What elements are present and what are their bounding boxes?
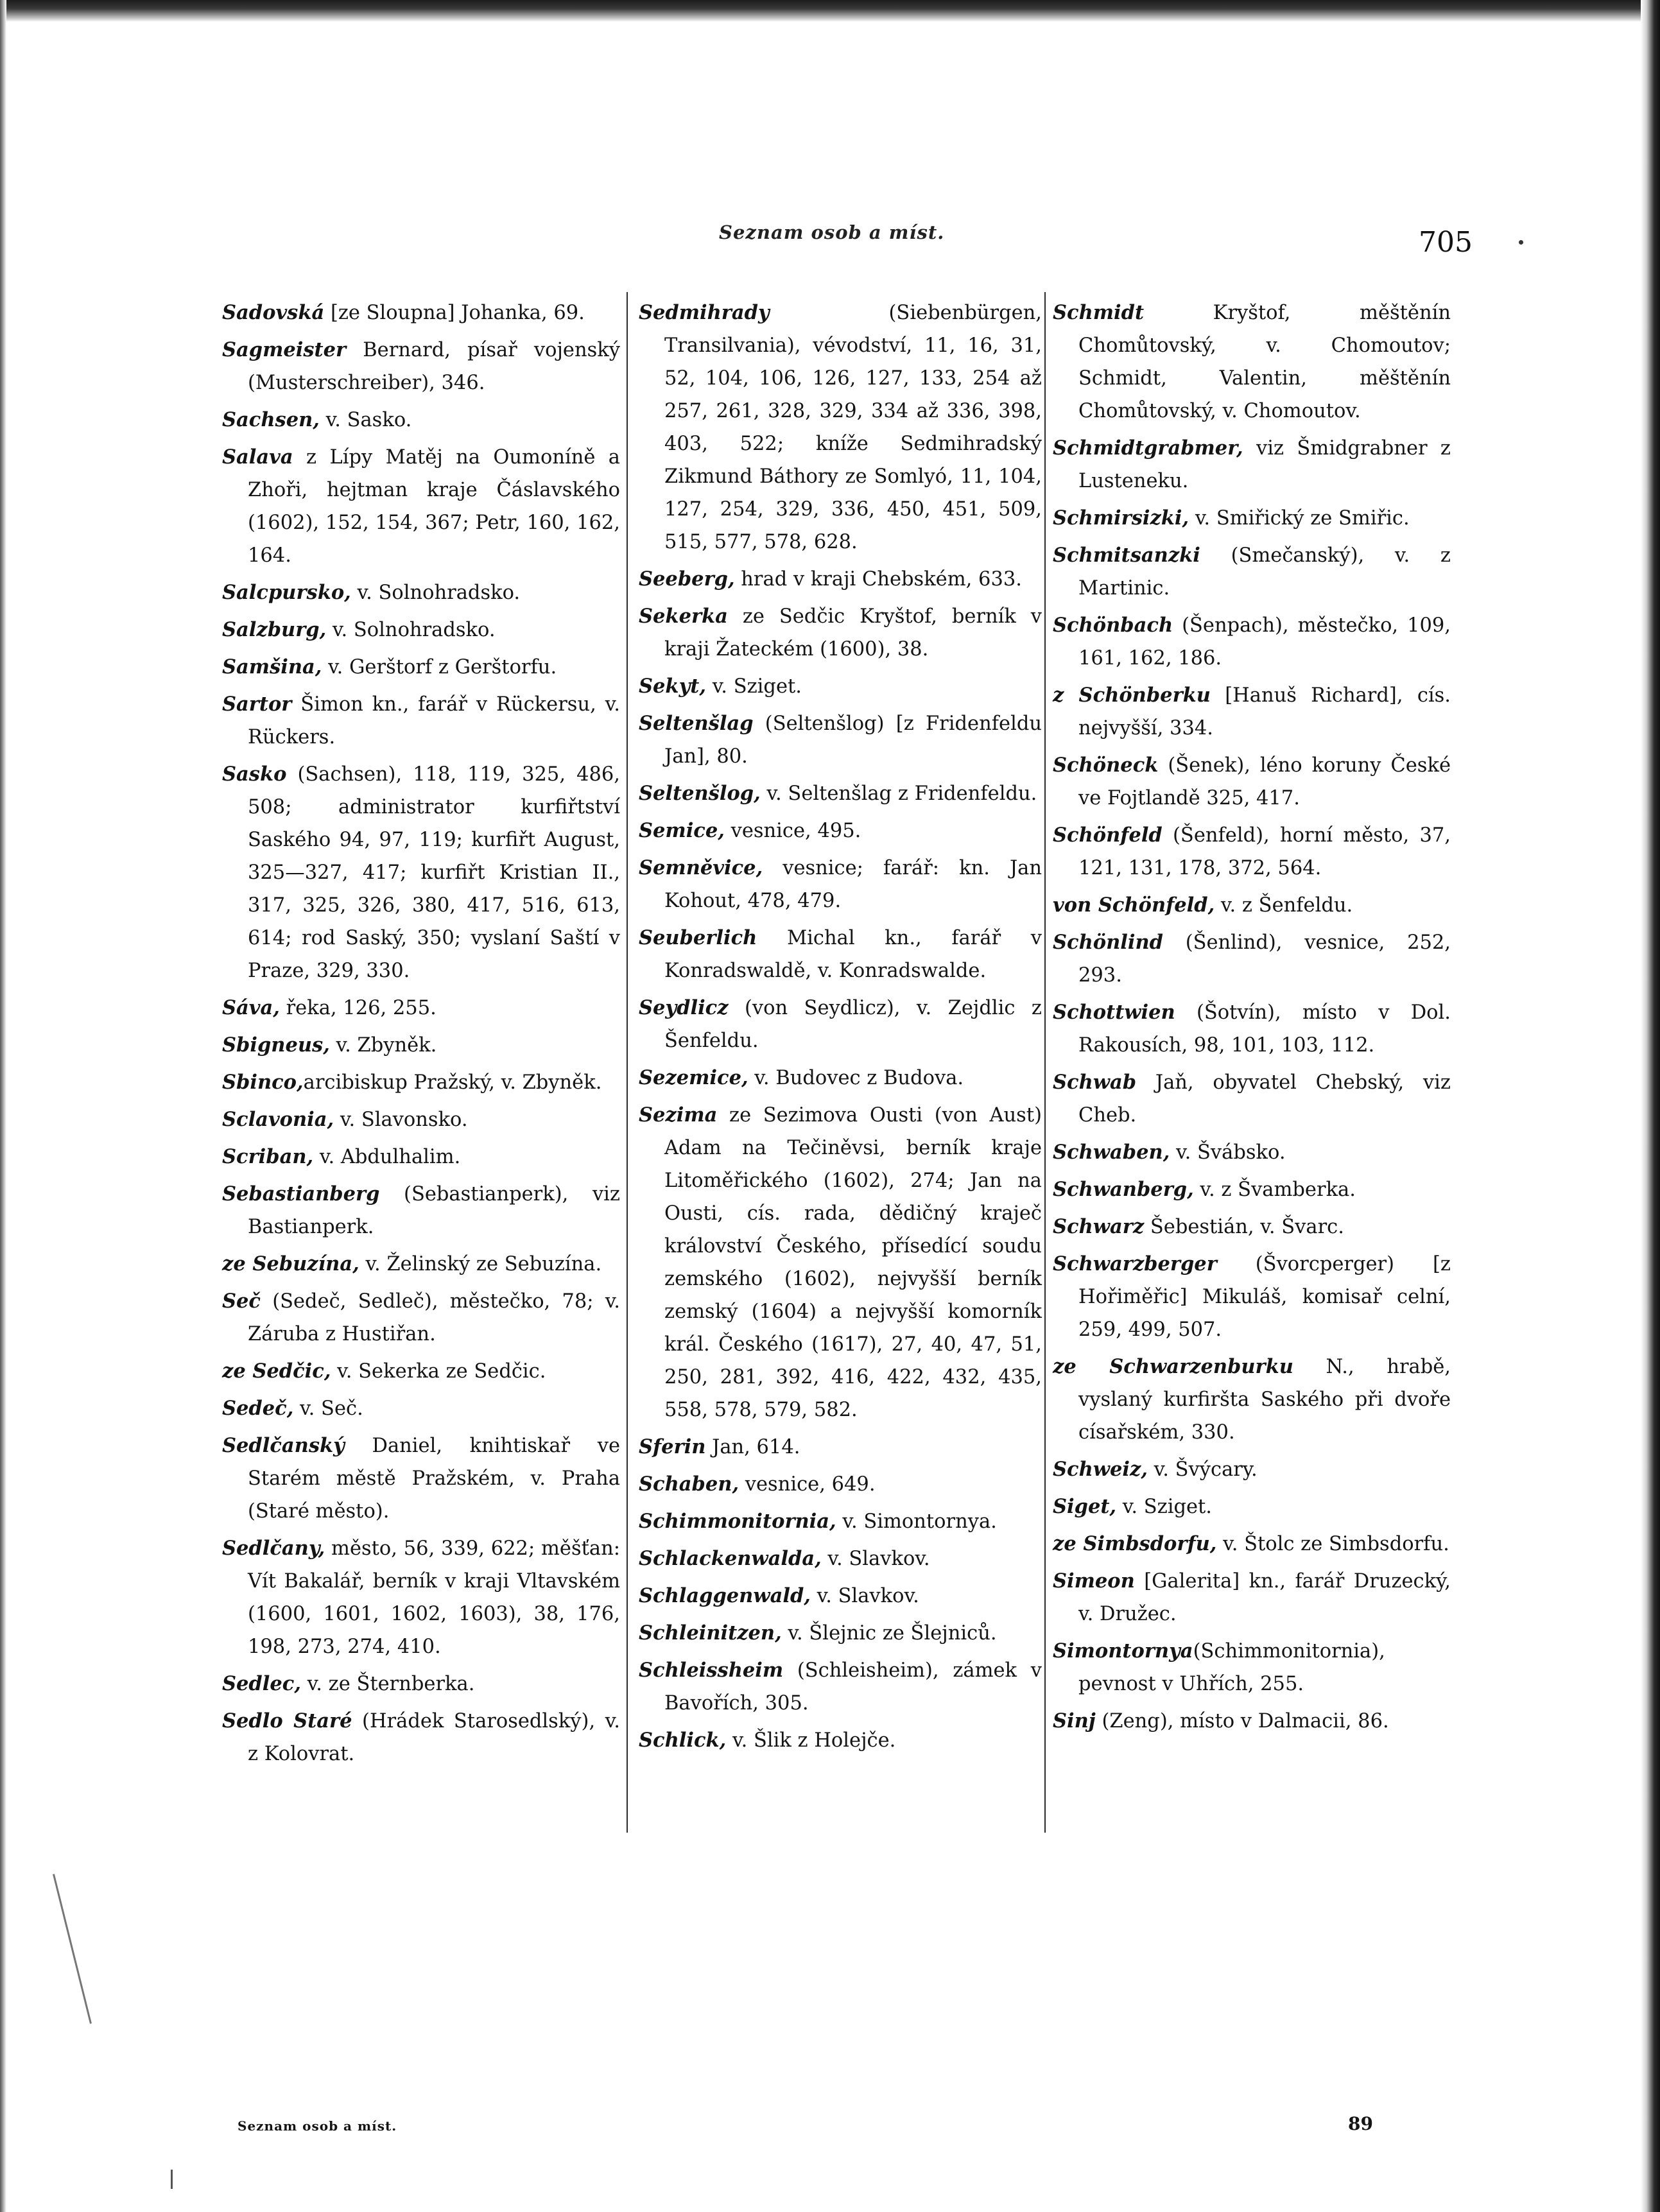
index-entry <box>222 651 620 684</box>
entry-text: Kryštof, měštěnín Chomůtovský, v. Chomoutov; Schmidt, Valentin, měštěnín Chomůtovský, v. Chomoutov. <box>1078 302 1451 422</box>
entry-text: (Šenpach), městečko, 109, 161, 162, 186. <box>1078 614 1451 670</box>
index-entry <box>222 1355 620 1388</box>
index-entry <box>639 777 1042 810</box>
index-entry <box>1053 1351 1451 1449</box>
index-entry <box>1053 926 1451 992</box>
index-entry <box>639 1724 1042 1757</box>
entry-text: z Lípy Matěj na Oumoníně a Zhoři, hejtman kraje Čáslavského (1602), 152, 154, 367; Petr, 160, 162, 164. <box>248 446 620 567</box>
index-entry <box>222 441 620 572</box>
index-entry <box>639 852 1042 917</box>
entry-text: ze Sezimova Ousti (von Aust) Adam na Tečiněvsi, berník kraje Litoměřického (1602), 274; Jan na Ousti, cís. rada, dědičný kraječ království Českého, přísedící soudu zemského (1602), nejvyšší berník zemský (1604) a nejvyšší komorník král. Českého (1617), 27, 40, 47, 51, 250, 281, 392, 416, 422, 432, 435, 558, 578, 579, 582. <box>664 1104 1042 1421</box>
entry-headword: Seltenšlag <box>639 712 754 735</box>
entry-text: v. Slavonsko. <box>334 1109 468 1131</box>
entry-headword: Sagmeister <box>222 338 347 361</box>
entry-text: hrad v kraji Chebském, 633. <box>734 568 1022 591</box>
entry-text: [Galerita] kn., farář Druzecký, v. Družec. <box>1078 1570 1451 1625</box>
index-entry <box>222 1066 620 1099</box>
index-entry <box>639 1468 1042 1501</box>
entry-headword: Semněvice, <box>639 856 763 879</box>
entry-headword: Salzburg, <box>222 618 327 641</box>
entry-headword: Sedlec, <box>222 1672 301 1695</box>
index-entry <box>1053 1565 1451 1630</box>
entry-text: v. Švábsko. <box>1170 1141 1286 1164</box>
index-entry <box>1053 1705 1451 1738</box>
index-entry <box>1053 609 1451 675</box>
index-entry <box>1053 889 1451 922</box>
entry-headword: Sartor <box>222 693 292 716</box>
entry-text: ze Sedčic Kryštof, berník v kraji Žateckém (1600), 38. <box>664 605 1042 661</box>
entry-headword: Sedeč, <box>222 1397 294 1420</box>
index-entry <box>639 1099 1042 1426</box>
entry-text: (Šotvín), místo v Dol. Rakousích, 98, 101, 103, 112. <box>1078 1001 1451 1057</box>
index-entry <box>639 1542 1042 1575</box>
entry-headword: ze Sebuzína, <box>222 1252 359 1275</box>
entry-text: (Zeng), místo v Dalmacii, 86. <box>1095 1710 1389 1732</box>
entry-headword: Schwaben, <box>1053 1141 1170 1164</box>
entry-text: město, 56, 339, 622; měšťan: Vít Bakalář, berník v kraji Vltavském (1600, 1601, 1602, 1603), 38, 176, 198, 273, 274, 410. <box>248 1537 620 1658</box>
entry-headword: Siget, <box>1053 1495 1117 1518</box>
index-entry <box>1053 996 1451 1062</box>
entry-text: vesnice; farář: kn. Jan Kohout, 478, 479. <box>664 857 1042 912</box>
index-entry <box>1053 1491 1451 1523</box>
index-entry <box>222 1248 620 1281</box>
entry-text: v. Sziget. <box>1116 1496 1213 1518</box>
entry-headword: Sezemice, <box>639 1066 748 1089</box>
index-entry <box>639 992 1042 1057</box>
scan-shadow-left <box>0 0 6 2212</box>
index-entry <box>639 707 1042 773</box>
entry-headword: Schwarzberger <box>1053 1252 1217 1275</box>
entry-headword: Simeon <box>1053 1569 1135 1593</box>
entry-headword: ze Sedčic, <box>222 1360 331 1383</box>
index-entry <box>639 922 1042 987</box>
entry-headword: Salcpursko, <box>222 581 351 604</box>
index-entry <box>639 1617 1042 1650</box>
entry-headword: Seeberg, <box>639 567 735 591</box>
index-entry <box>639 1580 1042 1612</box>
entry-text: v. Želinský ze Sebuzína. <box>359 1253 602 1275</box>
margin-tick <box>171 2170 173 2189</box>
entry-headword: Schaben, <box>639 1473 739 1496</box>
margin-dot <box>1519 240 1523 245</box>
entry-text: viz Šmidgrabner z Lusteneku. <box>1078 437 1451 492</box>
index-entry <box>222 404 620 436</box>
entry-headword: Schleissheim <box>639 1659 784 1682</box>
entry-headword: Schweiz, <box>1053 1458 1148 1481</box>
entry-headword: Schlackenwalda, <box>639 1547 822 1570</box>
entry-headword: Sadovská <box>222 301 325 324</box>
entry-text: (Švorcperger) [z Hořiměřic] Mikuláš, komisař celní, 259, 499, 507. <box>1078 1253 1451 1341</box>
entry-text: v. Seč. <box>293 1397 363 1420</box>
entry-headword: Sasko <box>222 763 287 786</box>
entry-text: v. Solnohradsko. <box>326 619 496 641</box>
entry-headword: Schottwien <box>1053 1001 1175 1024</box>
index-entry <box>1053 432 1451 497</box>
entry-headword: Schönfeld <box>1053 824 1163 847</box>
entry-text: vesnice, 495. <box>724 820 861 842</box>
index-entry <box>639 297 1042 558</box>
column-rule <box>1044 292 1046 1833</box>
index-entry <box>222 688 620 754</box>
entry-text: v. z Šenfeldu. <box>1215 894 1353 917</box>
entry-text: Michal kn., farář v Konradswaldě, v. Konradswalde. <box>664 927 1042 982</box>
index-entry <box>222 576 620 609</box>
entry-text: v. Slavkov. <box>810 1585 919 1607</box>
entry-headword: Schönbach <box>1053 614 1173 637</box>
entry-text: (Seltenšlog) [z Fridenfeldu Jan], 80. <box>664 713 1042 768</box>
entry-text: (Schleisheim), zámek v Bavořích, 305. <box>664 1659 1042 1715</box>
entry-text: (Hrádek Starosedlský), v. z Kolovrat. <box>248 1710 620 1765</box>
footer-sheet-number: 89 <box>1348 2113 1373 2134</box>
index-entry <box>1053 1248 1451 1346</box>
footer-signature: Seznam osob a míst. <box>238 2118 397 2134</box>
entry-text: v. Gerštorf z Gerštorfu. <box>322 656 557 678</box>
entry-headword: Schmirsizki, <box>1053 506 1189 530</box>
entry-headword: Schmitsanzki <box>1053 544 1200 567</box>
column-rule <box>627 292 628 1833</box>
index-entry <box>222 1430 620 1528</box>
entry-headword: Sedlo Staré <box>222 1709 352 1732</box>
page-number: 705 <box>1419 226 1473 259</box>
entry-headword: Sedmihrady <box>639 301 770 324</box>
entry-headword: Schmidt <box>1053 301 1145 324</box>
scan-shadow-top <box>0 0 1660 22</box>
entry-text: v. Seltenšlag z Fridenfeldu. <box>760 782 1037 805</box>
entry-text: v. Švýcary. <box>1147 1458 1258 1481</box>
entry-text: (Sedeč, Sedleč), městečko, 78; v. Záruba z Hustiřan. <box>248 1290 620 1345</box>
entry-text: v. Zbyněk. <box>329 1034 437 1057</box>
index-entry <box>222 1392 620 1425</box>
index-entry <box>222 1705 620 1770</box>
entry-headword: ze Simbsdorfu, <box>1053 1532 1217 1555</box>
entry-headword: Seuberlich <box>639 926 757 949</box>
entry-text: (von Seydlicz), v. Zejdlic z Šenfeldu. <box>664 997 1042 1052</box>
entry-headword: Schöneck <box>1053 754 1159 777</box>
index-entry <box>222 1532 620 1663</box>
entry-text: arcibiskup Pražský, v. Zbyněk. <box>303 1071 602 1094</box>
index-entry <box>1053 1173 1451 1206</box>
entry-text: (Sebastianperk), viz Bastianperk. <box>248 1183 620 1238</box>
index-entry <box>1053 1136 1451 1169</box>
index-entry <box>639 1431 1042 1464</box>
index-entry <box>1053 1453 1451 1486</box>
entry-text: v. Smiřický ze Smiřic. <box>1189 507 1410 530</box>
margin-pencil-line <box>53 1874 92 2024</box>
entry-text: (Sachsen), 118, 119, 325, 486, 508; administrator kurfiřtství Saského 94, 97, 119; kurfiřt August, 325—327, 417; kurfiřt Kristian II., 317, 325, 326, 380, 417, 516, 613, 614; rod Saský, 350; vyslaní Saští v Praze, 329, 330. <box>248 763 620 982</box>
entry-headword: Schönlind <box>1053 931 1163 954</box>
index-column-1 <box>222 297 620 1775</box>
index-entry <box>1053 297 1451 428</box>
index-entry <box>222 992 620 1024</box>
index-entry <box>222 1103 620 1136</box>
entry-headword: Sferin <box>639 1435 706 1458</box>
entry-text: v. Sziget. <box>706 675 802 698</box>
entry-text: (Šenlind), vesnice, 252, 293. <box>1078 931 1451 987</box>
index-entry <box>1053 1528 1451 1560</box>
entry-text: N., hrabě, vyslaný kurfiršta Saského při dvoře císařském, 330. <box>1078 1356 1451 1444</box>
entry-text: Jan, 614. <box>705 1436 800 1458</box>
index-entry <box>639 1654 1042 1720</box>
index-entry <box>222 334 620 399</box>
index-entry <box>1053 502 1451 535</box>
entry-text: v. Sekerka ze Sedčic. <box>331 1360 546 1383</box>
index-entry <box>1053 749 1451 815</box>
entry-headword: Simontornya <box>1053 1639 1193 1663</box>
entry-headword: Schwarz <box>1053 1215 1145 1238</box>
entry-text: v. Simontornya. <box>836 1510 997 1533</box>
entry-headword: Samšina, <box>222 655 322 678</box>
index-entry <box>639 600 1042 666</box>
entry-text: v. Slavkov. <box>821 1548 930 1570</box>
entry-text: v. z Švamberka. <box>1193 1179 1356 1201</box>
entry-headword: Seltenšlog, <box>639 782 761 805</box>
entry-text: v. Budovec z Budova. <box>748 1067 964 1089</box>
entry-text: (Smečanský), v. z Martinic. <box>1078 544 1451 600</box>
entry-headword: Sbigneus, <box>222 1033 330 1057</box>
entry-headword: ze Schwarzenburku <box>1053 1355 1293 1378</box>
entry-headword: Schwanberg, <box>1053 1178 1194 1201</box>
entry-text: (Siebenbürgen, Transilvania), vévodství, 11, 16, 31, 52, 104, 106, 126, 127, 133, 254 až 257, 261, 328, 329, 334 až 336, 398, 403, 522; kníže Sedmihradský Zikmund Báthory ze Somlyó, 11, 104, 127, 254, 329, 336, 450, 451, 509, 515, 577, 578, 628. <box>664 302 1042 553</box>
index-entry <box>222 1178 620 1243</box>
index-entry <box>222 614 620 646</box>
index-entry <box>639 563 1042 596</box>
entry-text: [Hanuš Richard], cís. nejvyšší, 334. <box>1078 684 1451 739</box>
entry-headword: Sinj <box>1053 1709 1096 1732</box>
index-entry <box>1053 539 1451 605</box>
entry-text: v. Solnohradsko. <box>350 582 521 604</box>
index-entry <box>639 1505 1042 1538</box>
entry-text: (Šenfeld), horní město, 37, 121, 131, 178, 372, 564. <box>1078 824 1451 879</box>
entry-headword: Sekyt, <box>639 675 706 698</box>
entry-headword: Sezima <box>639 1103 718 1127</box>
entry-text: řeka, 126, 255. <box>279 997 437 1019</box>
entry-headword: Sedlčanský <box>222 1434 345 1457</box>
index-column-2 <box>639 297 1042 1761</box>
entry-headword: Sclavonia, <box>222 1108 334 1131</box>
entry-headword: Sebastianberg <box>222 1182 380 1205</box>
entry-headword: Sáva, <box>222 996 280 1019</box>
entry-text: [ze Sloupna] Johanka, 69. <box>324 302 585 324</box>
entry-headword: Schwab <box>1053 1071 1137 1094</box>
entry-headword: z Schönberku <box>1053 684 1211 707</box>
entry-headword: Sedlčany, <box>222 1537 325 1560</box>
index-entry <box>1053 1211 1451 1243</box>
entry-headword: Sachsen, <box>222 408 320 431</box>
entry-text: v. Šlejnic ze Šlejniců. <box>781 1622 997 1645</box>
index-entry <box>222 1668 620 1700</box>
entry-text: Šimon kn., farář v Rückersu, v. Rückers. <box>248 693 620 748</box>
index-entry <box>1053 819 1451 885</box>
index-entry <box>222 297 620 329</box>
index-entry <box>639 670 1042 703</box>
entry-text: Šebestián, v. Švarc. <box>1144 1216 1344 1238</box>
entry-text: v. Štolc ze Simbsdorfu. <box>1216 1533 1449 1555</box>
index-entry <box>222 1029 620 1062</box>
index-entry <box>222 1285 620 1351</box>
index-entry <box>639 1062 1042 1094</box>
running-head: Seznam osob a míst. <box>719 221 945 243</box>
entry-text: Daniel, knihtiskař ve Starém městě Pražském, v. Praha (Staré město). <box>248 1435 620 1523</box>
index-entry <box>1053 679 1451 745</box>
entry-headword: Schmidtgrabmer, <box>1053 436 1243 460</box>
entry-headword: Salava <box>222 445 293 469</box>
entry-headword: Semice, <box>639 819 725 842</box>
entry-text: v. Sasko. <box>319 409 412 431</box>
entry-text: Jaň, obyvatel Chebský, viz Cheb. <box>1078 1071 1451 1127</box>
entry-headword: von Schönfeld, <box>1053 894 1215 917</box>
entry-text: v. Šlik z Holejče. <box>726 1729 896 1752</box>
index-entry <box>1053 1635 1451 1700</box>
index-entry <box>222 758 620 987</box>
entry-headword: Sbinco, <box>222 1071 304 1094</box>
entry-text: v. Abdulhalim. <box>313 1146 461 1168</box>
entry-headword: Sekerka <box>639 605 728 628</box>
entry-text: vesnice, 649. <box>739 1473 876 1496</box>
scan-shadow-right <box>1641 0 1660 2212</box>
entry-headword: Scriban, <box>222 1145 314 1168</box>
index-entry <box>639 815 1042 847</box>
entry-headword: Schleinitzen, <box>639 1621 782 1645</box>
entry-text: Bernard, písař vojenský (Musterschreiber), 346. <box>248 339 620 394</box>
entry-headword: Seydlicz <box>639 996 729 1019</box>
entry-text: (Šenek), léno koruny České ve Fojtlandě 325, 417. <box>1078 754 1451 809</box>
entry-headword: Schimmonitornia, <box>639 1510 836 1533</box>
entry-headword: Seč <box>222 1290 261 1313</box>
index-entry <box>1053 1066 1451 1132</box>
entry-headword: Schlick, <box>639 1729 727 1752</box>
entry-text: (Schimmonitornia), pevnost v Uhřích, 255. <box>1078 1640 1385 1695</box>
entry-text: v. ze Šternberka. <box>300 1673 475 1695</box>
index-entry <box>222 1141 620 1173</box>
entry-headword: Schlaggenwald, <box>639 1584 811 1607</box>
index-column-3 <box>1053 297 1451 1742</box>
